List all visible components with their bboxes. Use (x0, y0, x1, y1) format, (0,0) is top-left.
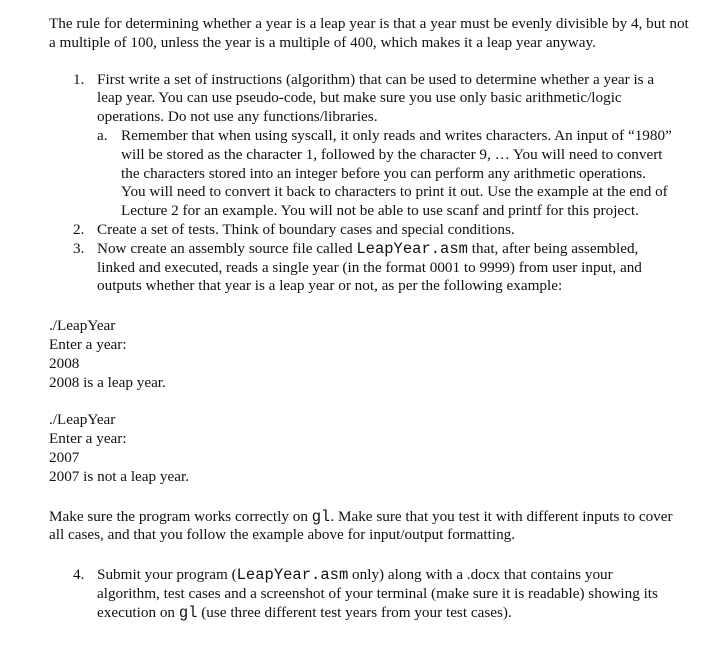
list-item-number: 2. (73, 220, 85, 238)
numbered-list-continued (49, 566, 689, 622)
list-item-text: Create a set of tests. Think of boundary cases and special conditions. (97, 220, 515, 238)
list-item-number: 1. (73, 70, 85, 88)
filename-code: LeapYear.asm (356, 239, 468, 258)
filename-code: LeapYear.asm (236, 566, 349, 585)
example-session-2 (49, 411, 689, 486)
sub-item-letter: a. (97, 126, 108, 144)
server-code: gl (178, 603, 198, 622)
list-item-3 (73, 240, 673, 296)
list-item-text (97, 566, 673, 622)
example-command: ./LeapYear (49, 411, 116, 429)
example-input: 2007 (49, 448, 80, 466)
list-item-number: 4. (73, 566, 85, 584)
list-item-text (97, 240, 673, 296)
example-command: ./LeapYear (49, 317, 116, 335)
example-output: 2008 is a leap year. (49, 373, 166, 391)
list-item-4 (73, 566, 673, 622)
testing-text-after: . Make sure that you test it with different inputs to cover all cases, and that you follow the example above for input/output formatting. (49, 507, 673, 544)
server-code: gl (311, 507, 331, 526)
sub-item-text: Remember that when using syscall, it only reads and writes characters. An input of “1980” will be stored as the character 1, followed by the character 9, … You will need to convert the characters stored into an integer before you can perform any arithmetic operations. You will need to convert it back to characters to print it out. Use the example at the end of Lecture 2 for an example. You will not be able to use scanf and printf for this project. (121, 126, 672, 220)
document-body (49, 15, 689, 623)
submit-text-3: (use three different test years from your test cases). (197, 603, 512, 621)
list-item-text: First write a set of instructions (algorithm) that can be used to determine whether a year is a leap year. You can use pseudo-code, but make sure you use only basic arithmetic/logic operations. Do not use any functions/libraries. (97, 70, 655, 126)
list-item-text-before: Now create an assembly source file called (97, 239, 357, 257)
testing-paragraph (49, 508, 674, 546)
list-item-text-after: that, after being assembled, linked and executed, reads a single year (in the format 0001 to 9999) from user input, and outputs whether that year is a leap year or not, as per the following example: (97, 239, 642, 295)
example-input: 2008 (49, 354, 80, 372)
intro-paragraph: The rule for determining whether a year is a leap year is that a year must be evenly divisible by 4, but not a multiple of 100, unless the year is a multiple of 400, which makes it a leap year anyway. (49, 15, 689, 51)
list-item-number: 3. (73, 239, 85, 257)
example-prompt: Enter a year: (49, 335, 127, 353)
submit-text-2: only) along with a .docx that contains your algorithm, test cases and a screenshot of your terminal (make sure it is readable) showing its execution on (97, 566, 658, 621)
example-output: 2007 is not a leap year. (49, 467, 190, 485)
submit-text-1: Submit your program ( (97, 566, 237, 584)
list-item-2 (73, 221, 673, 240)
example-prompt: Enter a year: (49, 430, 127, 448)
list-item-1 (73, 71, 673, 127)
sub-item-a (97, 127, 672, 221)
numbered-list (49, 71, 689, 297)
example-session-1 (49, 317, 689, 392)
testing-text-before: Make sure the program works correctly on (49, 507, 312, 525)
